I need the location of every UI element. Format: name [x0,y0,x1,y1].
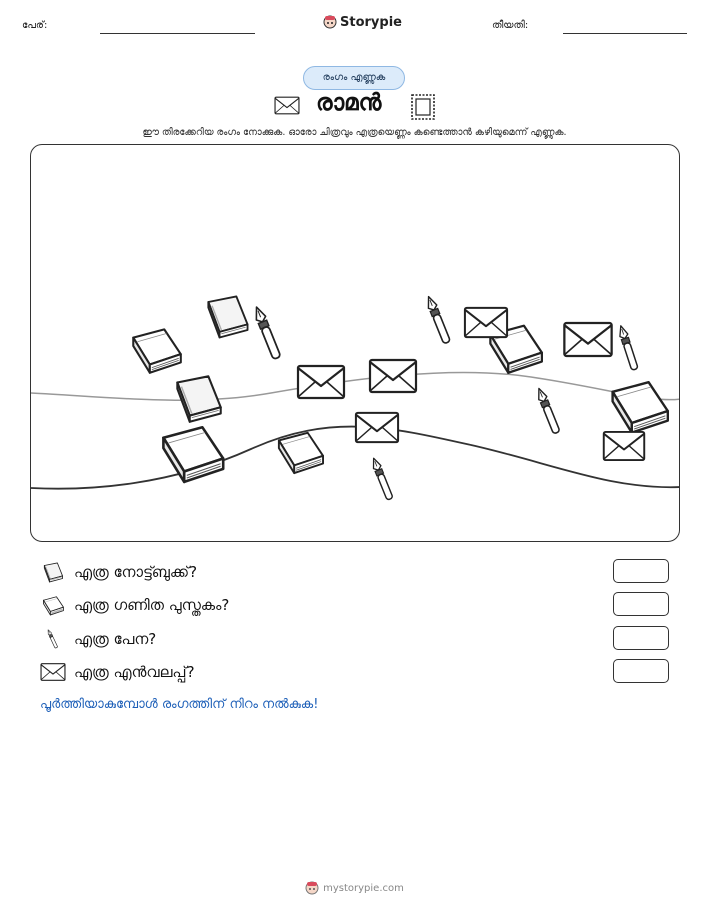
answer-box-pen[interactable] [613,626,669,650]
stamp-icon [410,93,436,121]
question-text: എത്ര നോട്ട്ബുക്ക്? [74,563,198,581]
math-book [133,329,181,372]
footer [0,880,709,896]
brand-name: Storypie [340,14,402,30]
notebook [177,376,220,421]
scene-frame [30,144,680,542]
pen-icon [40,626,66,652]
envelope [356,413,398,442]
question-text: എത്ര എൻവലപ്പ്? [74,663,195,681]
math-book [163,427,223,482]
storypie-mascot-icon [305,880,319,896]
name-line[interactable] [100,33,255,34]
question-row-notebook [40,559,680,585]
notebook [208,296,247,337]
coloring-note: പൂർത്തിയാകുമ്പോൾ രംഗത്തിന് നിറം നൽകുക! [40,697,319,712]
envelope [370,360,416,392]
envelope-icon [40,659,66,685]
answer-box-math-book[interactable] [613,592,669,616]
brand-logo [323,14,402,30]
background-curve [31,372,680,400]
answer-box-notebook[interactable] [613,559,669,583]
question-text: എത്ര പേന? [74,630,157,648]
pen [370,457,394,501]
question-row-math-book [40,592,680,618]
question-row-envelope [40,659,680,685]
question-text: എത്ര ഗണിത പുസ്തകം? [74,596,230,614]
envelope [298,366,344,398]
name-label: പേര്: [22,20,48,31]
envelope [564,323,611,356]
category-pill: രംഗം എണ്ണുക [303,66,405,90]
worksheet-title: രാമൻ [316,90,382,116]
pen [617,325,639,371]
footer-site[interactable]: mystorypie.com [323,882,404,894]
envelope [465,308,507,337]
pen [535,387,561,434]
notebook-icon [40,559,66,585]
pen [252,305,282,360]
instructions: ഈ തിരക്കേറിയ രംഗം നോക്കുക. ഓരോ ചിത്രവും എത്രയെണ്ണം കണ്ടെത്താൻ കഴിയുമെന്ന് എണ്ണുക. [142,127,567,138]
answer-box-envelope[interactable] [613,659,669,683]
math-book [279,433,323,473]
math-book [613,382,668,432]
math-book-icon [40,592,66,618]
envelope [604,432,644,460]
pen [424,295,451,344]
question-row-pen [40,626,680,652]
date-line[interactable] [563,33,687,34]
scene-canvas [31,145,680,542]
date-label: തീയതി: [492,20,529,31]
storypie-mascot-icon [323,14,337,30]
envelope-icon [274,96,300,115]
